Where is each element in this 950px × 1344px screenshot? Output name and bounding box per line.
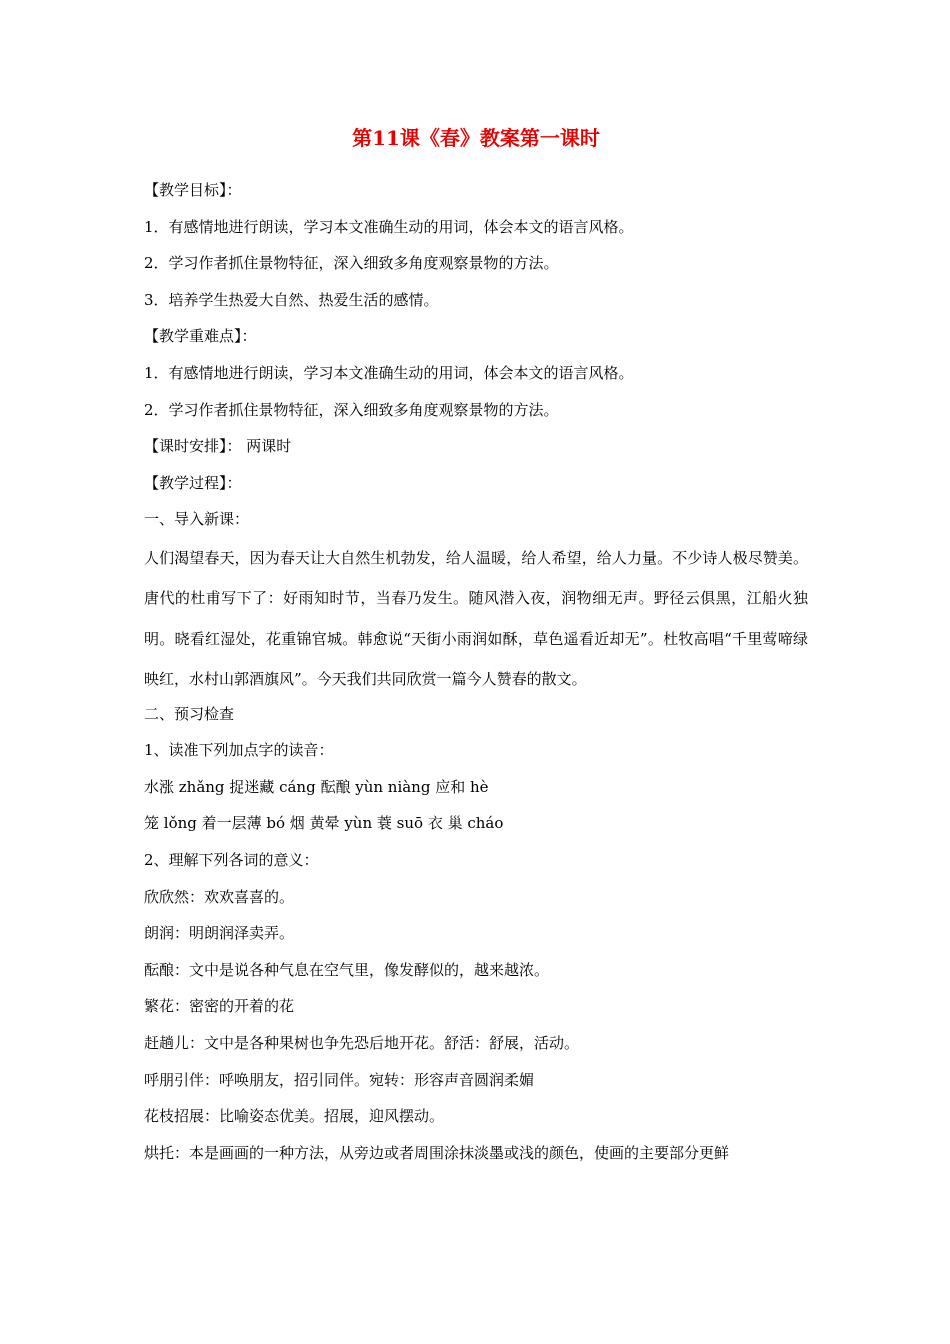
subsection-heading-preview: 二、预习检查 xyxy=(144,704,235,723)
pinyin-line: 水涨 zhǎng 捉迷藏 cáng 酝酿 yùn niàng 应和 hè xyxy=(144,777,489,796)
objective-item: 1．有感情地进行朗读，学习本文准确生动的用词，体会本文的语言风格。 xyxy=(144,217,634,236)
objective-item: 2．学习作者抓住景物特征，深入细致多角度观察景物的方法。 xyxy=(144,254,559,273)
subsection-heading-intro: 一、导入新课： xyxy=(144,510,250,529)
key-point-item: 2．学习作者抓住景物特征，深入细致多角度观察景物的方法。 xyxy=(144,400,559,419)
vocab-item: 烘托：本是画画的一种方法，从旁边或者周围涂抹淡墨或浅的颜色，使画的主要部分更鲜 xyxy=(144,1143,730,1162)
exercise-heading: 2、理解下列各词的意义： xyxy=(144,850,319,869)
objective-item: 3．培养学生热爱大自然、热爱生活的感情。 xyxy=(144,290,439,309)
document-page xyxy=(144,118,808,1171)
section-heading-process: 【教学过程】： xyxy=(144,473,242,492)
intro-paragraph: 人们渴望春天，因为春天让大自然生机勃发，给人温暖，给人希望，给人力量。不少诗人极尽赞美。唐代的杜甫写下了：好雨知时节，当春乃发生。随风潜入夜，润物细无声。野径云俱黑，江船火独明。晓看红湿处，花重锦官城。韩愈说“天街小雨润如酥，草色遥看近却无”。杜牧高唱“千里莺啼绿映红，水村山郭酒旗风”。今天我们共同欣赏一篇今人赞春的散文。 xyxy=(144,548,808,689)
exercise-heading: 1、读准下列加点字的读音： xyxy=(144,741,334,760)
vocab-item: 酝酿：文中是说各种气息在空气里，像发酵似的，越来越浓。 xyxy=(144,960,550,979)
section-heading-key-points: 【教学重难点】： xyxy=(144,327,257,346)
vocab-item: 朗润：明朗润泽卖弄。 xyxy=(144,924,295,943)
section-heading-objectives: 【教学目标】： xyxy=(144,181,242,199)
document-title: 第11课《春》教案第一课时 xyxy=(352,126,600,150)
vocab-item: 赶趟儿：文中是各种果树也争先恐后地开花。舒活：舒展，活动。 xyxy=(144,1033,580,1052)
pinyin-line: 笼 lǒng 着一层薄 bó 烟 黄晕 yùn 蓑 suō 衣 巢 cháo xyxy=(144,814,504,833)
vocab-item: 繁花：密密的开着的花 xyxy=(144,997,295,1016)
vocab-item: 欣欣然：欢欢喜喜的。 xyxy=(144,887,295,906)
key-point-item: 1．有感情地进行朗读，学习本文准确生动的用词，体会本文的语言风格。 xyxy=(144,363,634,382)
vocab-item: 花枝招展：比喻姿态优美。招展，迎风摆动。 xyxy=(144,1107,445,1126)
vocab-item: 呼朋引伴：呼唤朋友，招引同伴。宛转：形容声音圆润柔媚 xyxy=(144,1070,535,1089)
section-heading-schedule: 【课时安排】： 两课时 xyxy=(144,437,292,456)
